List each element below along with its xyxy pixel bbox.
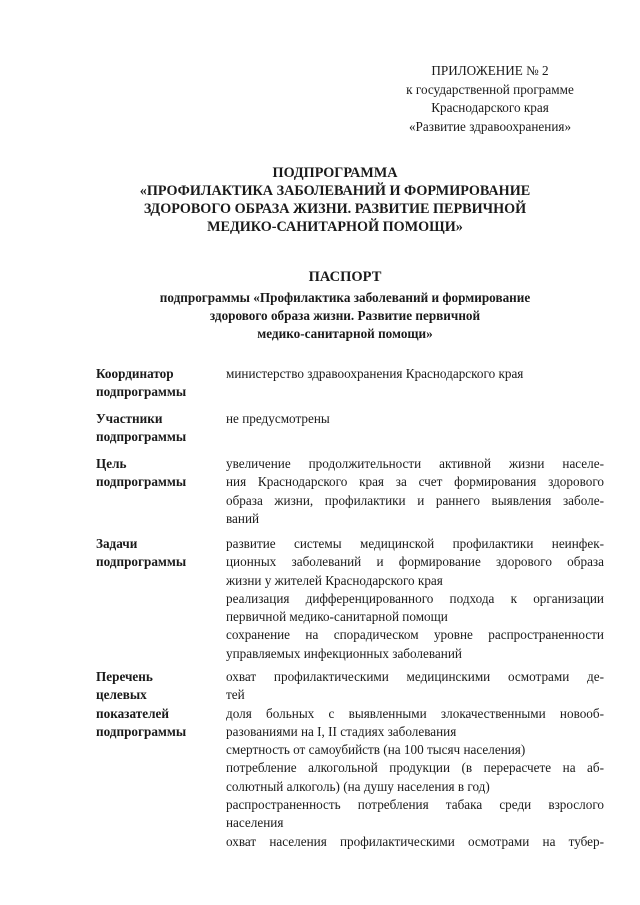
row-label-line: подпрограммы [96,474,187,490]
row-value-line: охват профилактическими медицинскими осмотрами де- [226,669,604,684]
row-value-line: жизни у жителей Краснодарского края [226,572,443,588]
row-value-line: ционных заболеваний и формирование здорового образа [226,554,604,570]
row-label-line: Участники [96,411,163,426]
passport-subtitle [110,289,580,343]
row-value-line: сохранение на спорадическом уровне распространенности [226,627,604,643]
row-label [96,410,216,447]
passport-subtitle-line: здорового образа жизни. Развитие первичной [209,308,481,323]
row-value-line: ваний [226,510,260,526]
row-label-line: Перечень [96,669,153,684]
row-value-line: населения [226,815,284,831]
subprogram-title-line: МЕДИКО-САНИТАРНОЙ ПОМОЩИ» [207,219,463,235]
row-label-line: Координатор [96,366,174,381]
row-label-line: Задачи [96,536,138,551]
row-value [226,410,604,428]
row-value [226,535,604,663]
passport-subtitle-line: подпрограммы «Профилактика заболеваний и формирование [159,290,531,305]
row-value-line: реализация дифференцированного подхода к организации [226,590,604,606]
row-value-line: управляемых инфекционных заболеваний [226,645,462,661]
row-value-line: развитие системы медицинской профилактики неинфек- [226,536,604,551]
row-value-line: потребление алкогольной продукции (в перерасчете на аб- [226,760,604,776]
row-label-line: подпрограммы [96,429,187,445]
row-value-line: образа жизни, профилактики и раннего выявления заболе- [226,492,604,508]
row-label [96,365,216,402]
row-value-line: разованиями на I, II стадиях заболевания [226,723,457,739]
appendix-line: к государственной программе [406,81,574,97]
row-value-line: министерство здравоохранения Краснодарского края [226,366,524,381]
subprogram-title [110,164,560,236]
row-value [226,455,604,528]
row-value-line: первичной медико-санитарной помощи [226,609,448,625]
row-value-line: доля больных с выявленными злокачественными новооб- [226,705,604,721]
row-value-line: смертность от самоубийств (на 100 тысяч населения) [226,742,526,758]
row-value-line: не предусмотрены [226,411,330,426]
row-value [226,668,604,851]
appendix-line: «Развитие здравоохранения» [408,118,572,134]
passport-subtitle-line: медико-санитарной помощи» [257,326,433,341]
row-label [96,455,216,492]
row-value-line: охват населения профилактическими осмотрами на тубер- [226,833,604,849]
row-label-line: подпрограммы [96,723,187,739]
appendix-header [360,62,620,136]
row-value [226,365,604,383]
row-value-line: ния Краснодарского края за счет формирования здорового [226,474,604,490]
appendix-line: Краснодарского края [431,100,549,115]
row-label-line: подпрограммы [96,384,187,400]
row-value-line: тей [226,687,245,703]
subprogram-title-line: ЗДОРОВОГО ОБРАЗА ЖИЗНИ. РАЗВИТИЕ ПЕРВИЧНОЙ [143,201,527,217]
passport-heading: ПАСПОРТ [308,269,382,285]
row-label-line: целевых [96,687,147,703]
appendix-line: ПРИЛОЖЕНИЕ № 2 [431,63,549,78]
row-value-line: солютный алкоголь) (на душу населения в год) [226,778,490,794]
row-value-line: распространенность потребления табака среди взрослого [226,797,604,813]
row-label-line: Цель [96,456,127,471]
row-label-line: подпрограммы [96,554,187,570]
subprogram-title-line: ПОДПРОГРАММА [272,165,398,181]
row-label-line: показателей [96,705,169,721]
subprogram-title-line: «ПРОФИЛАКТИКА ЗАБОЛЕВАНИЙ И ФОРМИРОВАНИЕ [139,183,531,199]
row-label [96,668,216,741]
row-label [96,535,216,572]
row-value-line: увеличение продолжительности активной жизни населе- [226,456,604,471]
